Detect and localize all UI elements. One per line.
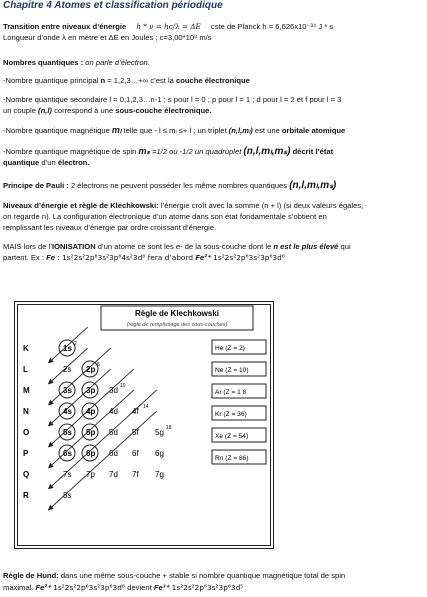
orbital-3p: 3p xyxy=(86,386,96,395)
noble-gas-label: Ar (Z = 1 8 xyxy=(215,389,247,396)
orbital-4d: 4d xyxy=(109,407,118,416)
s-text-b: d’un xyxy=(39,158,58,167)
s-symbol: mₛ xyxy=(138,146,150,156)
orbital-8s: 8s xyxy=(63,491,72,500)
s-term-a: quantique xyxy=(3,158,40,167)
quantum-heading-note: on parle d’électron. xyxy=(85,58,150,67)
orbital-6s: 6s xyxy=(63,449,72,458)
shell-label-n: N xyxy=(23,407,29,416)
wavelength-line: Longueur d’onde λ en mètre et ΔE en Joules ; c=3,00*10⁸ m/s xyxy=(3,33,212,42)
klechkowski-svg xyxy=(15,302,273,548)
s-text-e: décrit l’état xyxy=(290,147,334,156)
planck-constant: cste de Planck h = 6,626x10⁻³⁴ J * s xyxy=(210,22,334,31)
hund-label: Règle de Hund: xyxy=(3,571,59,580)
shell-label-q: Q xyxy=(23,470,30,479)
ion-text-a: MAIS lors de l’ xyxy=(3,242,52,251)
orbital-5g: 5g xyxy=(155,428,164,437)
transition-label: Transition entre niveaux d’énergie xyxy=(3,22,127,31)
filling-order-arrow xyxy=(49,348,111,405)
principal-number-line xyxy=(3,76,250,86)
orbital-4f: 4f xyxy=(132,407,139,416)
spin-number-line xyxy=(3,147,333,157)
klechkowski-diagram xyxy=(14,301,274,549)
fe2-symbol: Fe²⁺ xyxy=(195,253,211,262)
hund-text-1: dans une même sous-couche + stable si nombre quantique magnétique total de spin xyxy=(58,571,346,580)
n-text-a: -Nombre quantique principal xyxy=(3,76,101,85)
hund-fe2: Fe²⁺ xyxy=(35,583,51,592)
m-symbol: mₗ xyxy=(111,125,122,135)
subshell-line xyxy=(3,106,212,116)
noble-gas-label: Xe (Z = 54) xyxy=(215,433,249,440)
fe-config: : 1s²2s²2p⁶3s²3p⁶4s²3d⁶ fera d’abord xyxy=(54,253,196,262)
orbital-capacity-3d: 10 xyxy=(120,383,126,389)
s-term-c: électron. xyxy=(57,158,90,167)
s-text-c: =1/2 ou -1/2 un quadruplet xyxy=(149,147,244,156)
orbital-4p: 4p xyxy=(86,407,96,416)
noble-gas-label: Kr (Z = 36) xyxy=(215,411,247,418)
orbital-3s: 3s xyxy=(63,386,72,395)
hund-fe3-config: 1s²2s²2p⁶3s²3p⁶3d⁵ xyxy=(169,583,244,592)
fe-symbol: Fe xyxy=(46,253,55,262)
noble-gas-label: Ne (Z = 10) xyxy=(215,367,249,374)
shell-label-l: L xyxy=(23,365,28,374)
shell-label-o: O xyxy=(23,428,30,437)
diagram-title: Règle de Klechkowski xyxy=(134,309,220,318)
energy-formula: h * ν = hc/λ = ΔE xyxy=(136,22,201,31)
ion-text-e: qui xyxy=(338,242,351,251)
klech-line-1 xyxy=(3,201,363,211)
ion-term: n est le plus élevé xyxy=(273,242,339,251)
orbital-6d: 6d xyxy=(109,449,118,458)
l-couple: (n,l) xyxy=(38,106,52,115)
orbital-7p: 7p xyxy=(86,470,95,479)
orbital-4s: 4s xyxy=(63,407,72,416)
l-text-a: un couple xyxy=(3,106,39,115)
page-title: Chapitre 4 Atomes et classification périodique xyxy=(3,0,223,11)
m-triplet: (n,l,mₗ) xyxy=(228,126,253,135)
hund-fe3: Fe³⁺ xyxy=(153,583,170,592)
orbital-5p: 5p xyxy=(86,428,96,437)
l-text-c: correspond à une xyxy=(51,106,116,115)
n-term: couche électronique xyxy=(176,76,250,85)
filling-order-arrow xyxy=(49,369,111,426)
orbital-2p: 2p xyxy=(86,365,96,374)
orbital-5d: 5d xyxy=(109,428,118,437)
m-text-e: est une xyxy=(252,126,282,135)
orbital-5s: 5s xyxy=(63,428,72,437)
klech-line-2: on regarde n). La configuration électronique d’un atome dans son état fondamentale s’obtient en xyxy=(3,212,327,221)
hund-text-a: maximal. xyxy=(3,583,36,592)
orbital-6f: 6f xyxy=(132,449,139,458)
orbital-7s: 7s xyxy=(63,470,72,479)
m-term: orbitale atomique xyxy=(281,126,346,135)
shell-label-m: M xyxy=(23,386,30,395)
pauli-text: 2 électrons ne peuvent posséder les même nombres quantiques xyxy=(68,181,290,190)
hund-line-1 xyxy=(3,571,345,581)
klech-text-1: l’énergie croît avec la somme (n + l) (si deux valeurs égales, xyxy=(158,201,364,210)
orbital-6p: 6p xyxy=(86,449,96,458)
klech-line-3: remplissant les niveaux d’énergie par ordre croissant d’énergie. xyxy=(3,223,217,232)
orbital-capacity-4f: 14 xyxy=(143,404,149,410)
n-text-c: = 1,2,3…+∞ c’est la xyxy=(105,76,176,85)
ionisation-line-1 xyxy=(3,242,351,252)
noble-gas-boxes xyxy=(212,340,266,464)
pauli-line xyxy=(3,181,336,191)
orbital-capacity-5g: 18 xyxy=(166,425,172,431)
pauli-tuple: (n,l,mₗ,mₛ) xyxy=(289,180,337,191)
orbital-5f: 5f xyxy=(132,428,139,437)
hund-line-2 xyxy=(3,583,243,593)
orbital-7d: 7d xyxy=(109,470,118,479)
orbital-labels xyxy=(59,340,172,500)
klech-label: Niveaux d’énergie et règle de Klechkowski: xyxy=(3,201,159,210)
noble-gas-label: He (Z = 2) xyxy=(215,345,245,352)
ionisation-line-2 xyxy=(3,253,285,263)
ion-text-c: d’un atome ce sont les e- de la sous-couche dont le xyxy=(95,242,274,251)
pauli-label: Principe de Pauli : xyxy=(3,181,69,190)
spin-number-line-2 xyxy=(3,158,90,168)
transition-line xyxy=(3,22,333,32)
m-text-a: -Nombre quantique magnétique xyxy=(3,126,112,135)
orbital-7f: 7f xyxy=(132,470,139,479)
shell-label-k: K xyxy=(23,344,29,353)
l-term: sous-couche électronique. xyxy=(115,106,212,115)
hund-fe2-config: 1s²2s²2p⁶3s²3p⁶3d⁶ xyxy=(50,583,128,592)
shell-label-p: P xyxy=(23,449,29,458)
shell-label-r: R xyxy=(23,491,29,500)
s-text-a: -Nombre quantique magnétique de spin xyxy=(3,147,139,156)
orbital-capacity-2p: 6 xyxy=(97,362,100,368)
diagram-subtitle: (règle de remplissage des sous-couches) xyxy=(126,322,228,328)
s-quadruplet: (n,l,mₗ,mₛ) xyxy=(243,146,291,157)
secondary-number-line: -Nombre quantique secondaire l = 0,1,2,3…n-1 ; s pour l = 0 ; p pour l = 1 ; d pour l = 2 et f pour l = 3 xyxy=(3,95,342,104)
quantum-heading xyxy=(3,58,150,68)
orbital-6g: 6g xyxy=(155,449,164,458)
shell-labels xyxy=(23,344,30,500)
orbital-1s: 1s xyxy=(63,344,72,353)
orbital-7g: 7g xyxy=(155,470,164,479)
quantum-heading-label: Nombres quantiques : xyxy=(3,58,84,67)
n-symbol: n xyxy=(100,76,106,85)
orbital-3d: 3d xyxy=(109,386,118,395)
m-text-c: telle que - l ≤ mₗ ≤+ l ; un triplet xyxy=(121,126,229,135)
ion-keyword: IONISATION xyxy=(51,242,96,251)
orbital-2s: 2s xyxy=(63,365,72,374)
ion-ex-label: partent. Ex : xyxy=(3,253,47,262)
noble-gas-label: Rn (Z = 86) xyxy=(215,455,249,462)
fe2-config: 1s²2s²2p⁶3s²3p⁶3d⁶ xyxy=(210,253,285,262)
orbital-capacity-1s: 2 xyxy=(74,341,77,347)
magnetic-number-line xyxy=(3,126,345,136)
hund-becomes: devient xyxy=(127,583,152,592)
